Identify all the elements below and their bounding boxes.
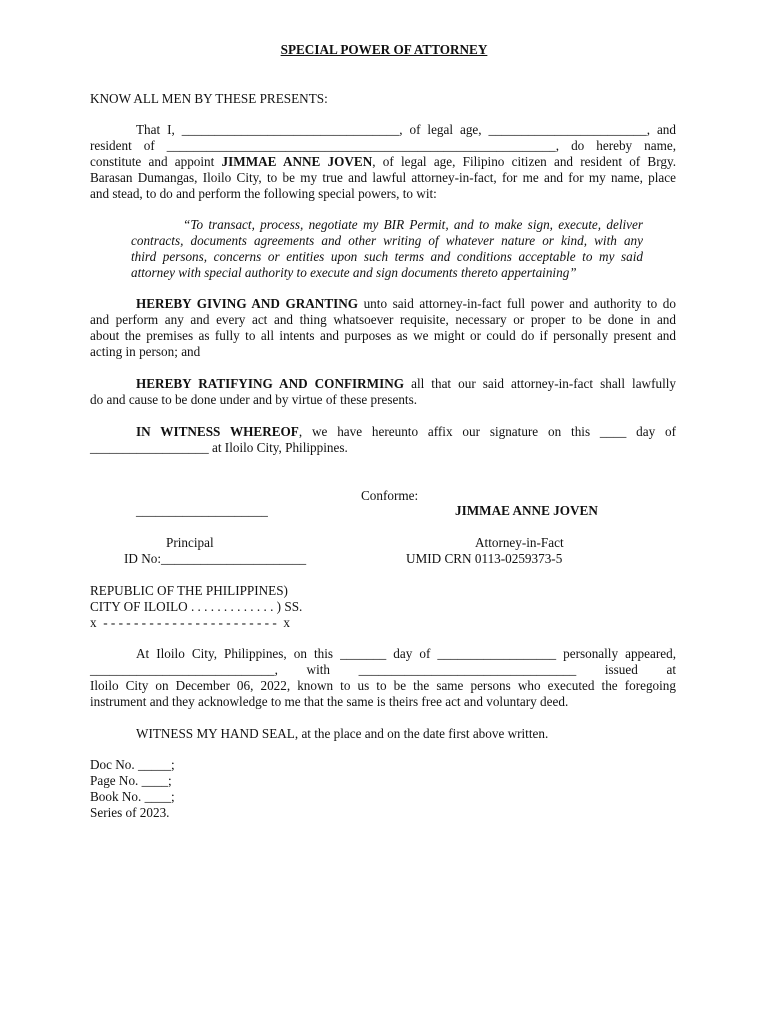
ack-line-2: ____________________________, with _________________________________ issued at [90, 662, 676, 677]
quote-line-1: “To transact, process, negotiate my BIR Permit, and to make sign, execute, deliver [183, 217, 643, 232]
appointment-line-4: Barasan Dumangas, Iloilo City, to be my true and lawful attorney-in-fact, for me and for my name, place [90, 170, 676, 185]
appointment-line-2: resident of ___________________________________________________________, do hereby name, [90, 138, 676, 153]
ratifying-line-2: do and cause to be done under and by virtue of these presents. [90, 392, 418, 407]
appointment-line-5: and stead, to do and perform the following special powers, to wit: [90, 186, 437, 201]
notary-book-no: Book No. ____; [90, 789, 175, 804]
granting-line-3: about the premises as fully to all intents and purposes as we might or could do if personally present and [90, 328, 676, 343]
attorney-in-fact-label: Attorney-in-Fact [475, 535, 564, 550]
attorney-name-inline: JIMMAE ANNE JOVEN [221, 154, 373, 169]
principal-label: Principal [166, 535, 214, 550]
quote-line-3: third persons, concerns or entities upon such terms and conditions acceptable to my said [131, 249, 643, 264]
appointment-line-3: constitute and appoint JIMMAE ANNE JOVEN, of legal age, Filipino citizen and resident of Brgy. [90, 154, 676, 169]
principal-signature-line: ____________________ [136, 503, 268, 518]
notary-page-no: Page No. ____; [90, 773, 172, 788]
ratifying-line-1: HEREBY RATIFYING AND CONFIRMING all that our said attorney-in-fact shall lawfully [136, 376, 676, 391]
giving-granting-paragraph [90, 296, 676, 360]
attorney-umid-number: UMID CRN 0113-0259373-5 [406, 551, 563, 566]
granting-line-1: HEREBY GIVING AND GRANTING unto said attorney-in-fact full power and authority to do [136, 296, 676, 311]
acknowledgment-paragraph [90, 646, 676, 710]
granting-line-4: acting in person; and [90, 344, 201, 359]
ack-line-1: At Iloilo City, Philippines, on this _______ day of __________________ personally appeared, [136, 646, 676, 661]
venue-separator: x - - - - - - - - - - - - - - - - - - - - - - - x [90, 615, 290, 630]
quote-line-4: attorney with special authority to execute and sign documents thereto appertaining” [131, 265, 577, 280]
ratifying-paragraph [90, 376, 676, 408]
know-all-men-heading: KNOW ALL MEN BY THESE PRESENTS: [90, 91, 328, 106]
witness-line-1: IN WITNESS WHEREOF, we have hereunto affix our signature on this ____ day of [136, 424, 677, 439]
quote-line-2: contracts, documents agreements and other writing of whatever nature or kind, with any [131, 233, 643, 248]
ack-line-3: Iloilo City on December 06, 2022, known to us to be the same persons who executed the foregoing [90, 678, 676, 693]
attorney-in-fact-name: JIMMAE ANNE JOVEN [455, 503, 598, 518]
notary-doc-no: Doc No. _____; [90, 757, 175, 772]
witness-whereof-paragraph [90, 424, 676, 456]
principal-id-number: ID No:______________________ [124, 551, 307, 566]
witness-hand-seal: WITNESS MY HAND SEAL, at the place and on the date first above written. [136, 726, 549, 741]
witness-line-2: __________________ at Iloilo City, Philippines. [90, 440, 348, 455]
ack-line-4: instrument and they acknowledge to me that the same is theirs free act and voluntary deed. [90, 694, 569, 709]
appointment-line-1: That I, _________________________________, of legal age, ________________________, and [136, 122, 676, 137]
conforme-label: Conforme: [361, 488, 419, 503]
venue-republic: REPUBLIC OF THE PHILIPPINES) [90, 583, 288, 598]
venue-city: CITY OF ILOILO . . . . . . . . . . . . . ) SS. [90, 599, 303, 614]
appointment-paragraph [90, 122, 676, 202]
granting-line-2: and perform any and every act and thing whatsoever requisite, necessary or proper to be done in and [90, 312, 676, 327]
document-title: SPECIAL POWER OF ATTORNEY [280, 42, 488, 57]
special-powers-quote [131, 217, 643, 281]
notary-series: Series of 2023. [90, 805, 170, 820]
